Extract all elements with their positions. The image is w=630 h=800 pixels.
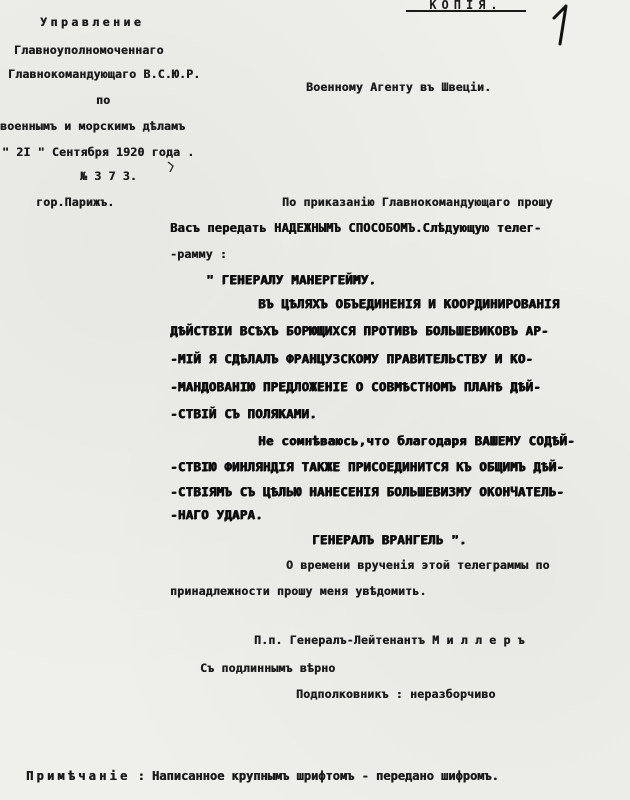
addressee: Военному Агенту въ Швеціи. [306, 80, 492, 94]
footnote-text: : Написанное крупнымъ шрифтомъ - передано шифромъ. [137, 769, 499, 783]
handwritten-page-number [548, 2, 608, 48]
letterhead-line3: Главнокомандующаго В.С.Ю.Р. [8, 67, 201, 81]
footnote [26, 769, 499, 783]
telegram-p2-line4: -НАГО УДАРА. [170, 507, 263, 522]
telegram-p2-line1: Не сомнѣваюсь,что благодаря ВАШЕМУ СОДѢЙ- [258, 433, 575, 448]
letterhead-place: гор.Парижъ. [36, 195, 115, 209]
telegram-p1-line3: -МІЙ Я СДѢЛАЛЪ ФРАНЦУЗСКОМУ ПРАВИТЕЛЬСТВУ И КО- [170, 351, 534, 366]
footnote-label: Примѣчаніе [26, 769, 131, 783]
telegram-p1-line4: -МАНДОВАНІЮ ПРЕДЛОЖЕНІЕ О СОВМѢСТНОМЪ ПЛАНѢ ДѢЙ- [170, 379, 541, 394]
signature-verified: Съ подлиннымъ вѣрно [200, 661, 336, 675]
letterhead-line2: Главноуполномоченнаго [14, 43, 164, 57]
letterhead-line4: по [96, 93, 111, 107]
pen-tick-mark [164, 160, 180, 174]
telegram-p2-line2: -СТВІЮ ФИНЛЯНДІЯ ТАКЖЕ ПРИСОЕДИНИТСЯ КЪ ОБЩИМЪ ДѢЙ- [170, 459, 565, 474]
telegram-p2-line3: -СТВІЯМЪ СЪ ЦѢЛЬЮ НАНЕСЕНІЯ БОЛЬШЕВИЗМУ ОКОНЧАТЕЛЬ- [170, 484, 565, 499]
signature-signed: П.п. Генералъ-Лейтенантъ М и л л е р ъ [254, 633, 525, 647]
letterhead-date: " 2I " Сентября 1920 года . [2, 145, 195, 159]
letterhead-number: № 3 7 3. [80, 169, 137, 183]
signature-officer: Подполковникъ : неразборчиво [296, 687, 496, 701]
telegram-p1-line1: ВЪ ЦѢЛЯХЪ ОБЪЕДИНЕНІЯ И КООРДИНИРОВАНІЯ [258, 296, 560, 311]
telegram-p1-line5: -СТВІЙ СЪ ПОЛЯКАМИ. [170, 406, 317, 421]
handwritten-number-text: 1 [592, 34, 599, 45]
copy-stamp: КОПIЯ. [406, 0, 526, 12]
telegram-signature: ГЕНЕРАЛЪ ВРАНГЕЛЬ ". [312, 532, 467, 547]
body-p1-line3: -рамму : [170, 247, 227, 261]
telegram-p1-line2: ДѢЙСТВІИ ВСѢХЪ БОРЮЩИХСЯ ПРОТИВЪ БОЛЬШЕВИКОВЪ АР- [170, 323, 549, 338]
body-p1-line1: По приказанію Главнокомандующаго прошу [282, 195, 553, 209]
body-p1-line2: Васъ передать НАДЕЖНЫМЪ СПОСОБОМЪ.Слѣдующую телег- [170, 221, 542, 235]
letterhead-line1: Управление [40, 15, 145, 29]
letterhead-line5: военнымъ и морскимъ дѣламъ [0, 119, 186, 133]
telegram-heading: " ГЕНЕРАЛУ МАНЕРГЕЙМУ. [206, 272, 376, 287]
body-p2-line1: О времени врученія этой телеграммы по [286, 558, 550, 572]
body-p2-line2: принадлежности прошу меня увѣдомить. [170, 584, 427, 598]
